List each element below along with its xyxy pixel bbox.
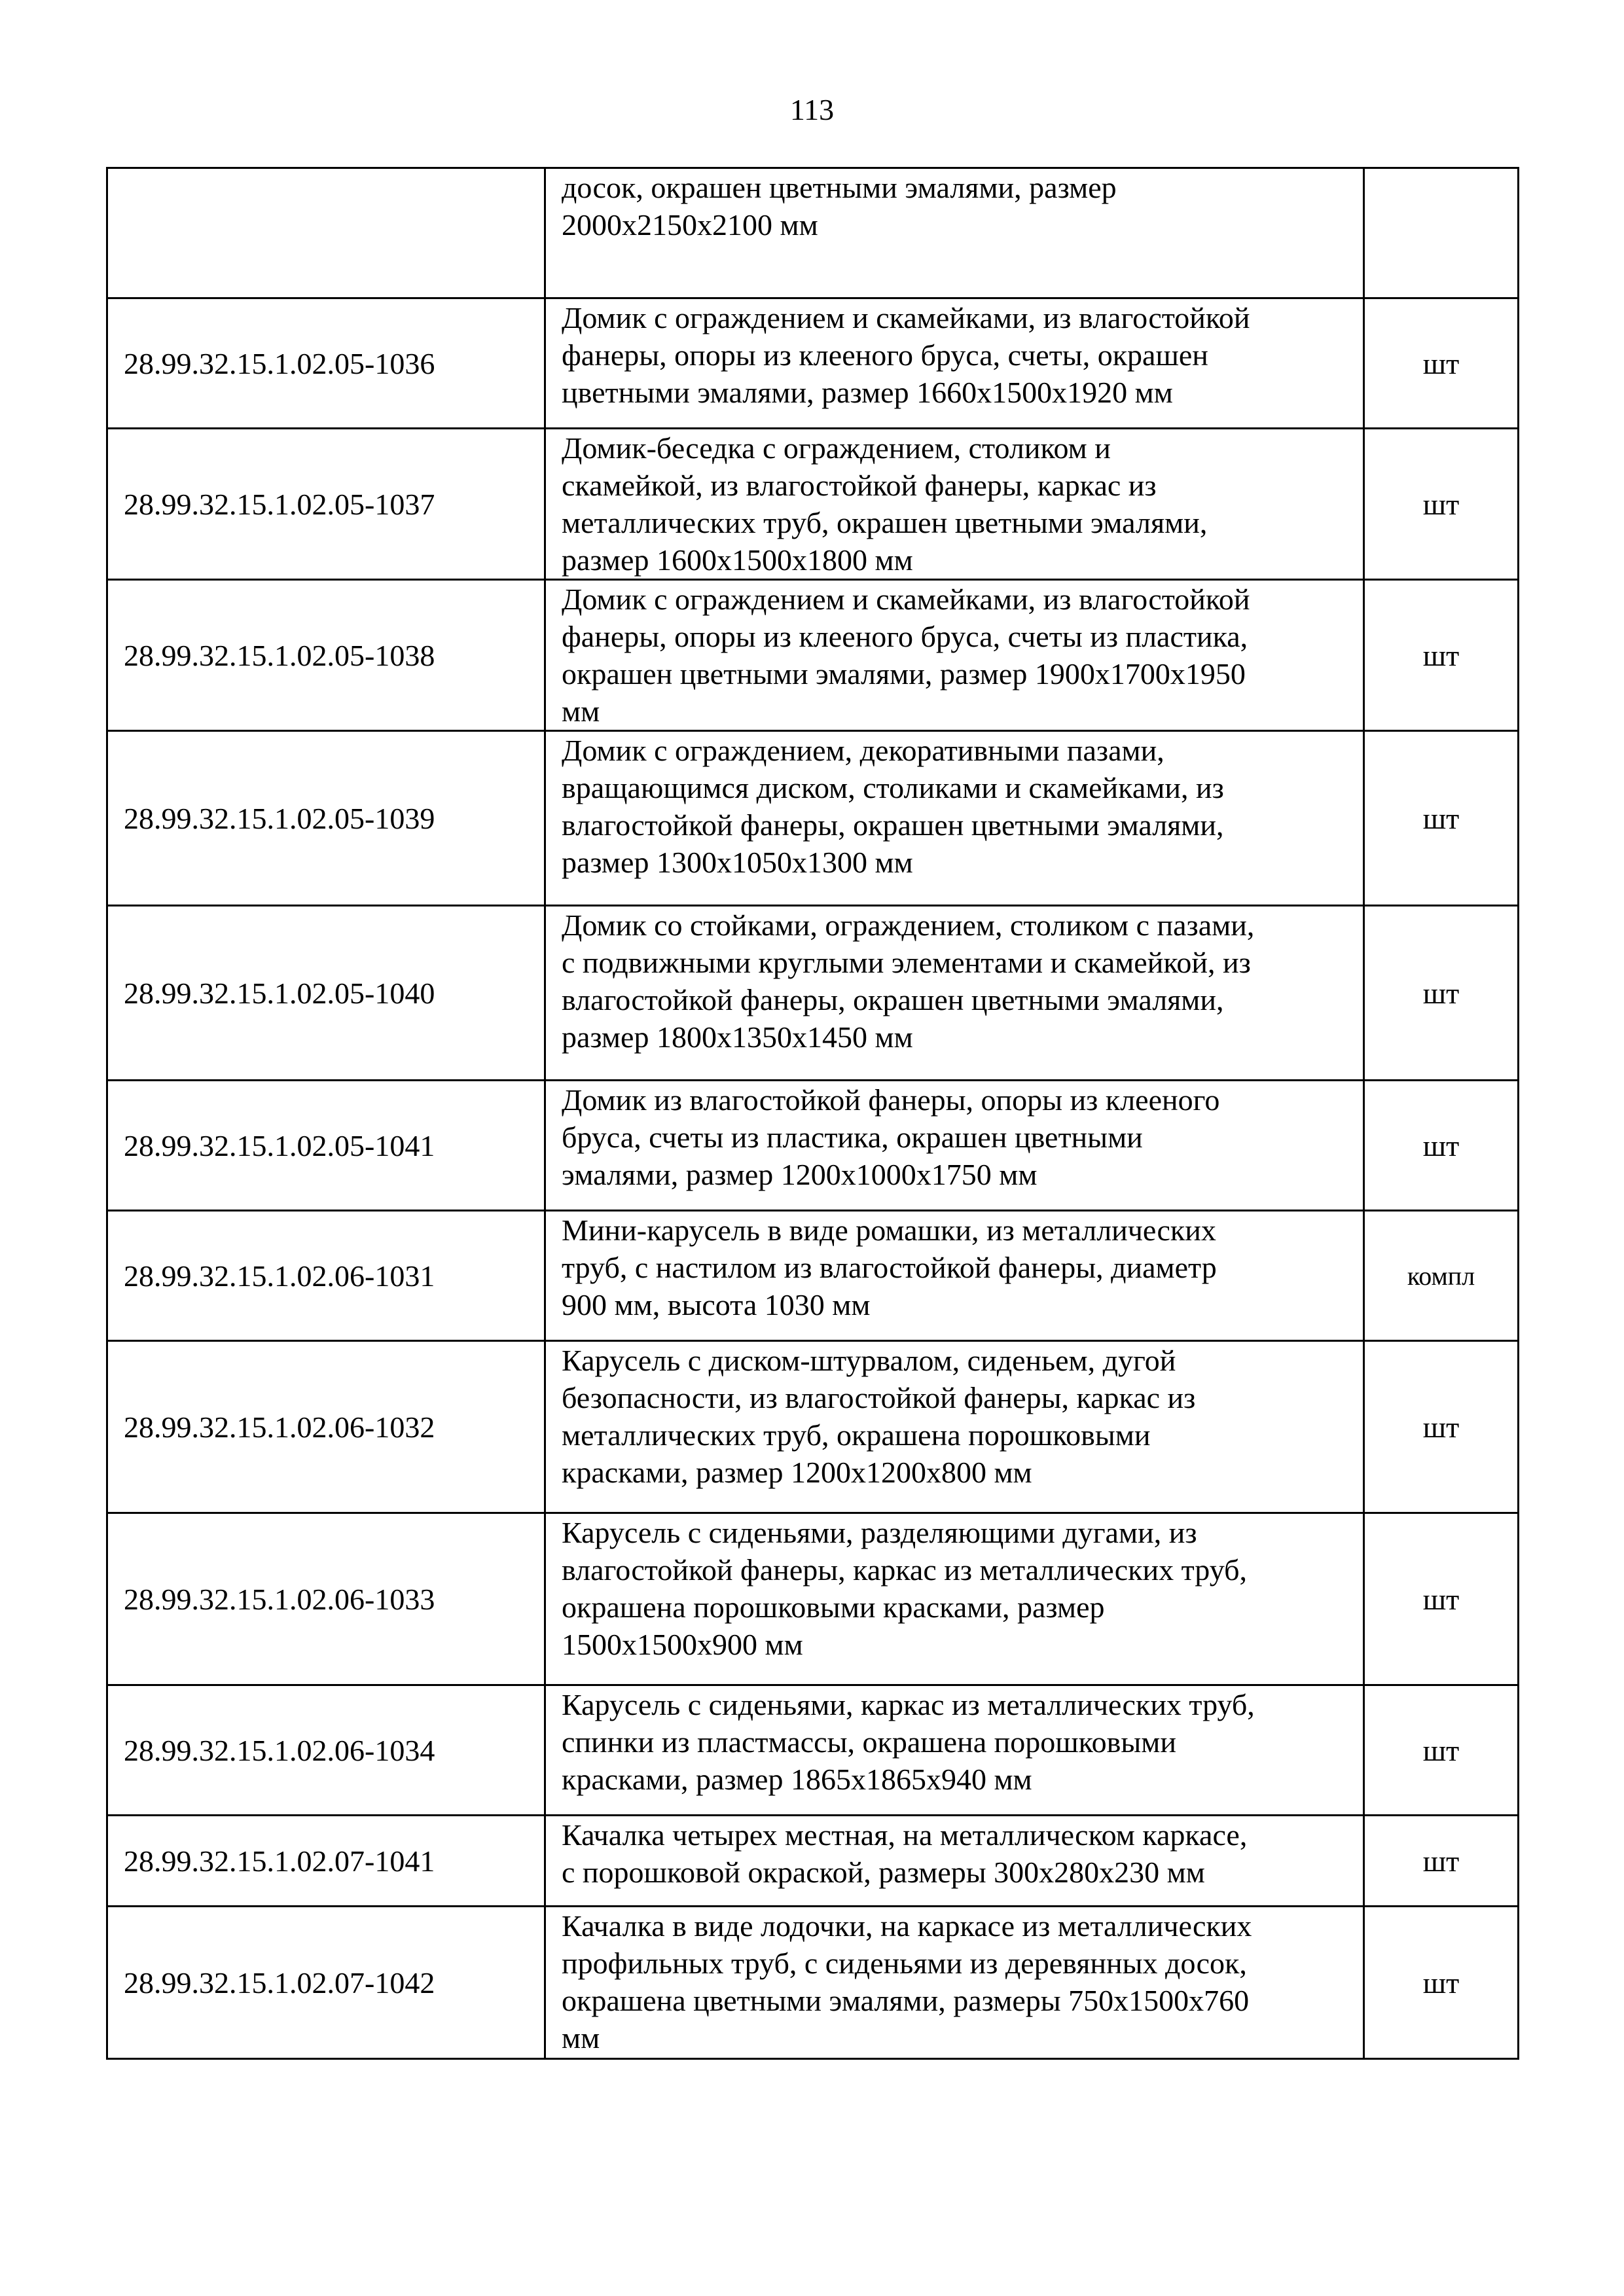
item-unit: шт <box>1422 638 1460 672</box>
item-unit-cell <box>1364 1211 1519 1341</box>
item-description-line: Качалка четырех местная, на металлическом каркасе, <box>562 1818 1248 1852</box>
table-row <box>107 1816 1519 1907</box>
item-description-line: Мини-карусель в виде ромашки, из металлических <box>562 1213 1216 1247</box>
item-unit-cell <box>1364 906 1519 1081</box>
item-unit-cell <box>1364 168 1519 298</box>
item-description-line: окрашена порошковыми красками, размер <box>562 1590 1105 1624</box>
item-code-cell <box>107 731 545 906</box>
item-description-cell <box>545 731 1364 906</box>
item-description-line: фанеры, опоры из клееного бруса, счеты, окрашен <box>562 338 1208 372</box>
item-unit: шт <box>1422 1844 1460 1878</box>
item-description-line: 1500х1500х900 мм <box>562 1628 803 1661</box>
item-code-cell <box>107 1907 545 2059</box>
item-code-cell <box>107 906 545 1081</box>
item-description-cell <box>545 1907 1364 2059</box>
table-row <box>107 731 1519 906</box>
item-code-cell <box>107 1513 545 1685</box>
item-unit: компл <box>1407 1261 1475 1291</box>
item-code: 28.99.32.15.1.02.05-1037 <box>124 487 435 521</box>
item-description-cell <box>545 1081 1364 1211</box>
item-unit-cell <box>1364 429 1519 580</box>
item-description-cell <box>545 429 1364 580</box>
item-description-line: Домик-беседка с ограждением, столиком и <box>562 431 1111 465</box>
item-description-line: Домик с ограждением и скамейками, из влагостойкой <box>562 583 1250 616</box>
item-description-line: влагостойкой фанеры, окрашен цветными эмалями, <box>562 808 1224 842</box>
item-code-cell <box>107 580 545 731</box>
item-unit: шт <box>1422 487 1460 521</box>
item-unit: шт <box>1422 346 1460 380</box>
item-description-line: влагостойкой фанеры, каркас из металлических труб, <box>562 1553 1247 1587</box>
item-description-cell <box>545 580 1364 731</box>
item-description-line: вращающимся диском, столиками и скамейками, из <box>562 771 1224 804</box>
item-description-line: Качалка в виде лодочки, на каркасе из металлических <box>562 1909 1252 1943</box>
item-description-line: красками, размер 1865х1865х940 мм <box>562 1763 1032 1796</box>
item-description-line: скамейкой, из влагостойкой фанеры, каркас из <box>562 469 1157 502</box>
item-code: 28.99.32.15.1.02.06-1032 <box>124 1410 435 1444</box>
table-row <box>107 1081 1519 1211</box>
item-description-line: 2000х2150х2100 мм <box>562 208 818 242</box>
item-description-line: красками, размер 1200х1200х800 мм <box>562 1456 1032 1489</box>
item-unit-cell <box>1364 731 1519 906</box>
item-code-cell <box>107 1341 545 1513</box>
table-row <box>107 1513 1519 1685</box>
item-description-line: эмалями, размер 1200х1000х1750 мм <box>562 1158 1038 1191</box>
item-code-cell <box>107 1211 545 1341</box>
item-code: 28.99.32.15.1.02.05-1036 <box>124 346 435 380</box>
item-unit: шт <box>1422 801 1460 835</box>
item-unit: шт <box>1422 1582 1460 1616</box>
item-description-line: с порошковой окраской, размеры 300х280х230 мм <box>562 1856 1205 1889</box>
item-code: 28.99.32.15.1.02.07-1041 <box>124 1844 435 1878</box>
item-unit: шт <box>1422 1733 1460 1767</box>
table-row <box>107 906 1519 1081</box>
page-number: 113 <box>789 93 835 126</box>
item-code-cell <box>107 1685 545 1816</box>
table-row <box>107 1341 1519 1513</box>
item-code: 28.99.32.15.1.02.05-1039 <box>124 801 435 835</box>
table-row <box>107 168 1519 298</box>
table-row <box>107 429 1519 580</box>
item-unit-cell <box>1364 580 1519 731</box>
item-code: 28.99.32.15.1.02.06-1033 <box>124 1582 435 1616</box>
item-description-line: Карусель с сиденьями, каркас из металлических труб, <box>562 1688 1255 1721</box>
item-description-line: окрашена цветными эмалями, размеры 750х1500х760 <box>562 1984 1250 2017</box>
table-row <box>107 580 1519 731</box>
item-code: 28.99.32.15.1.02.05-1040 <box>124 976 435 1010</box>
item-description-line: профильных труб, с сиденьями из деревянных досок, <box>562 1946 1247 1980</box>
item-unit-cell <box>1364 1816 1519 1907</box>
item-code-cell <box>107 168 545 298</box>
item-description-line: размер 1300х1050х1300 мм <box>562 846 913 879</box>
item-description-cell <box>545 1816 1364 1907</box>
item-description-line: бруса, счеты из пластика, окрашен цветными <box>562 1121 1143 1154</box>
item-unit-cell <box>1364 1685 1519 1816</box>
item-description-cell <box>545 298 1364 429</box>
item-unit-cell <box>1364 1341 1519 1513</box>
item-description-line: Домик с ограждением и скамейками, из влагостойкой <box>562 301 1250 334</box>
item-description-line: влагостойкой фанеры, окрашен цветными эмалями, <box>562 983 1224 1016</box>
item-description-line: спинки из пластмассы, окрашена порошковыми <box>562 1725 1177 1759</box>
item-unit: шт <box>1422 976 1460 1010</box>
item-code: 28.99.32.15.1.02.05-1041 <box>124 1128 435 1162</box>
item-code: 28.99.32.15.1.02.06-1034 <box>124 1733 435 1767</box>
table-row <box>107 1907 1519 2059</box>
item-code-cell <box>107 1816 545 1907</box>
item-code-cell <box>107 298 545 429</box>
item-description-line: Карусель с диском-штурвалом, сиденьем, дугой <box>562 1344 1176 1377</box>
item-description-line: с подвижными круглыми элементами и скамейкой, из <box>562 946 1251 979</box>
item-unit: шт <box>1422 1128 1460 1162</box>
item-description-cell <box>545 168 1364 298</box>
item-description-line: мм <box>562 2021 600 2054</box>
table-row <box>107 1211 1519 1341</box>
item-code: 28.99.32.15.1.02.07-1042 <box>124 1965 435 2000</box>
item-description-cell <box>545 1513 1364 1685</box>
item-unit-cell <box>1364 1907 1519 2059</box>
item-description-line: фанеры, опоры из клееного бруса, счеты из пластика, <box>562 620 1248 653</box>
item-description-line: мм <box>562 694 600 728</box>
table-row <box>107 298 1519 429</box>
item-description-line: размер 1800х1350х1450 мм <box>562 1020 913 1054</box>
item-description-cell <box>545 1211 1364 1341</box>
item-description-line: окрашен цветными эмалями, размер 1900х1700х1950 <box>562 657 1246 691</box>
specification-table <box>106 167 1519 2060</box>
item-description-cell <box>545 906 1364 1081</box>
item-unit-cell <box>1364 298 1519 429</box>
table-body <box>107 168 1519 2059</box>
item-code: 28.99.32.15.1.02.05-1038 <box>124 638 435 672</box>
item-description-line: Домик со стойками, ограждением, столиком с пазами, <box>562 908 1255 942</box>
item-unit: шт <box>1422 1965 1460 2000</box>
item-description-line: 900 мм, высота 1030 мм <box>562 1288 871 1321</box>
item-description-line: металлических труб, окрашена порошковыми <box>562 1418 1151 1452</box>
item-description-line: Домик из влагостойкой фанеры, опоры из клееного <box>562 1083 1220 1117</box>
item-code-cell <box>107 429 545 580</box>
item-description-line: Домик с ограждением, декоративными пазами, <box>562 734 1164 767</box>
item-description-cell <box>545 1341 1364 1513</box>
item-code: 28.99.32.15.1.02.06-1031 <box>124 1259 435 1293</box>
item-unit-cell <box>1364 1513 1519 1685</box>
item-unit-cell <box>1364 1081 1519 1211</box>
item-description-line: безопасности, из влагостойкой фанеры, каркас из <box>562 1381 1196 1414</box>
item-description-line: досок, окрашен цветными эмалями, размер <box>562 171 1117 204</box>
item-description-line: металлических труб, окрашен цветными эмалями, <box>562 506 1208 539</box>
item-description-line: цветными эмалями, размер 1660х1500х1920 мм <box>562 376 1173 409</box>
table-row <box>107 1685 1519 1816</box>
item-unit: шт <box>1422 1410 1460 1444</box>
item-description-cell <box>545 1685 1364 1816</box>
item-description-line: труб, с настилом из влагостойкой фанеры, диаметр <box>562 1251 1217 1284</box>
item-description-line: Карусель с сиденьями, разделяющими дугами, из <box>562 1516 1197 1549</box>
item-code-cell <box>107 1081 545 1211</box>
item-description-line: размер 1600х1500х1800 мм <box>562 543 913 577</box>
